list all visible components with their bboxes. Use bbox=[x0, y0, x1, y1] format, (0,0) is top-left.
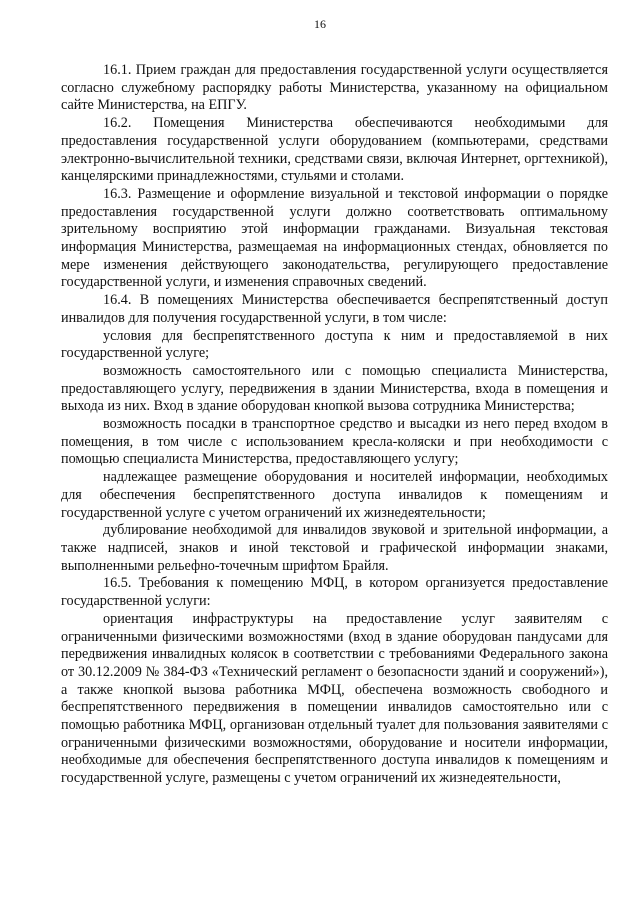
paragraph-16-2: 16.2. Помещения Министерства обеспечиваются необходимыми для предоставления государственной услуги оборудованием (компьютерами, средствами электронно-вычислительной техники, средствами связи, включая Интернет, оргтехникой), канцелярскими принадлежностями, стульями и столами. bbox=[61, 115, 608, 185]
paragraph-16-4-item-1: условия для беспрепятственного доступа к ним и предоставляемой в них государственной услуге; bbox=[61, 327, 608, 362]
paragraph-16-1: 16.1. Прием граждан для предоставления государственной услуги осуществляется согласно служебному распорядку работы Министерства, указанному на официальном сайте Министерства, на ЕПГУ. bbox=[61, 62, 608, 114]
paragraph-16-4-item-2: возможность самостоятельного или с помощью специалиста Министерства, предоставляющего услугу, передвижения в здании Министерства, входа в помещения и выхода из них. Вход в здание оборудован кнопкой вызова сотрудника Министерства; bbox=[61, 362, 608, 415]
paragraph-16-4-item-5: дублирование необходимой для инвалидов звуковой и зрительной информации, а также надписей, знаков и иной текстовой и графической информации знаками, выполненными рельефно-точечным шрифтом Брайля. bbox=[61, 522, 608, 574]
document-body bbox=[61, 62, 608, 788]
paragraph-16-4-item-3: возможность посадки в транспортное средство и высадки из него перед входом в помещения, в том числе с использованием кресла-коляски и при необходимости с помощью специалиста Министерства, предоставляющего услугу; bbox=[61, 416, 608, 468]
paragraph-16-5-item-1: ориентация инфраструктуры на предоставление услуг заявителям с ограниченными физическими возможностями (вход в здание оборудован пандусами для передвижения инвалидных колясок в соответствии с требованиями Федерального закона от 30.12.2009 № 384-ФЗ «Технический регламент о безопасности зданий и сооружений»), а также кнопкой вызова работника МФЦ, обеспечена возможность свободного и беспрепятственного передвижения в помещении инвалидов самостоятельно или с помощью работника МФЦ, организован отдельный туалет для пользования заявителями с ограниченными физическими возможностями, оборудование и носители информации, необходимые для обеспечения беспрепятственного доступа инвалидов к помещениям и государственной услуге, размещены с учетом ограничений их жизнедеятельности, bbox=[61, 610, 608, 787]
paragraph-16-5: 16.5. Требования к помещению МФЦ, в котором организуется предоставление государственной услуги: bbox=[61, 575, 608, 610]
paragraph-16-3: 16.3. Размещение и оформление визуальной и текстовой информации о порядке предоставления государственной услуги должно соответствовать оптимальному зрительному восприятию этой информации гражданами. Визуальная текстовая информация Министерства, размещаемая на информационных стендах, обновляется по мере изменения действующего законодательства, регулирующего предоставление государственной услуги, и изменения справочных сведений. bbox=[61, 185, 608, 291]
paragraph-16-4-item-4: надлежащее размещение оборудования и носителей информации, необходимых для обеспечения беспрепятственного доступа инвалидов к помещениям и государственной услуге с учетом ограничений их жизнедеятельности; bbox=[61, 469, 608, 521]
paragraph-16-4: 16.4. В помещениях Министерства обеспечивается беспрепятственный доступ инвалидов для получения государственной услуги, в том числе: bbox=[61, 292, 608, 326]
page-number: 16 bbox=[314, 17, 326, 31]
